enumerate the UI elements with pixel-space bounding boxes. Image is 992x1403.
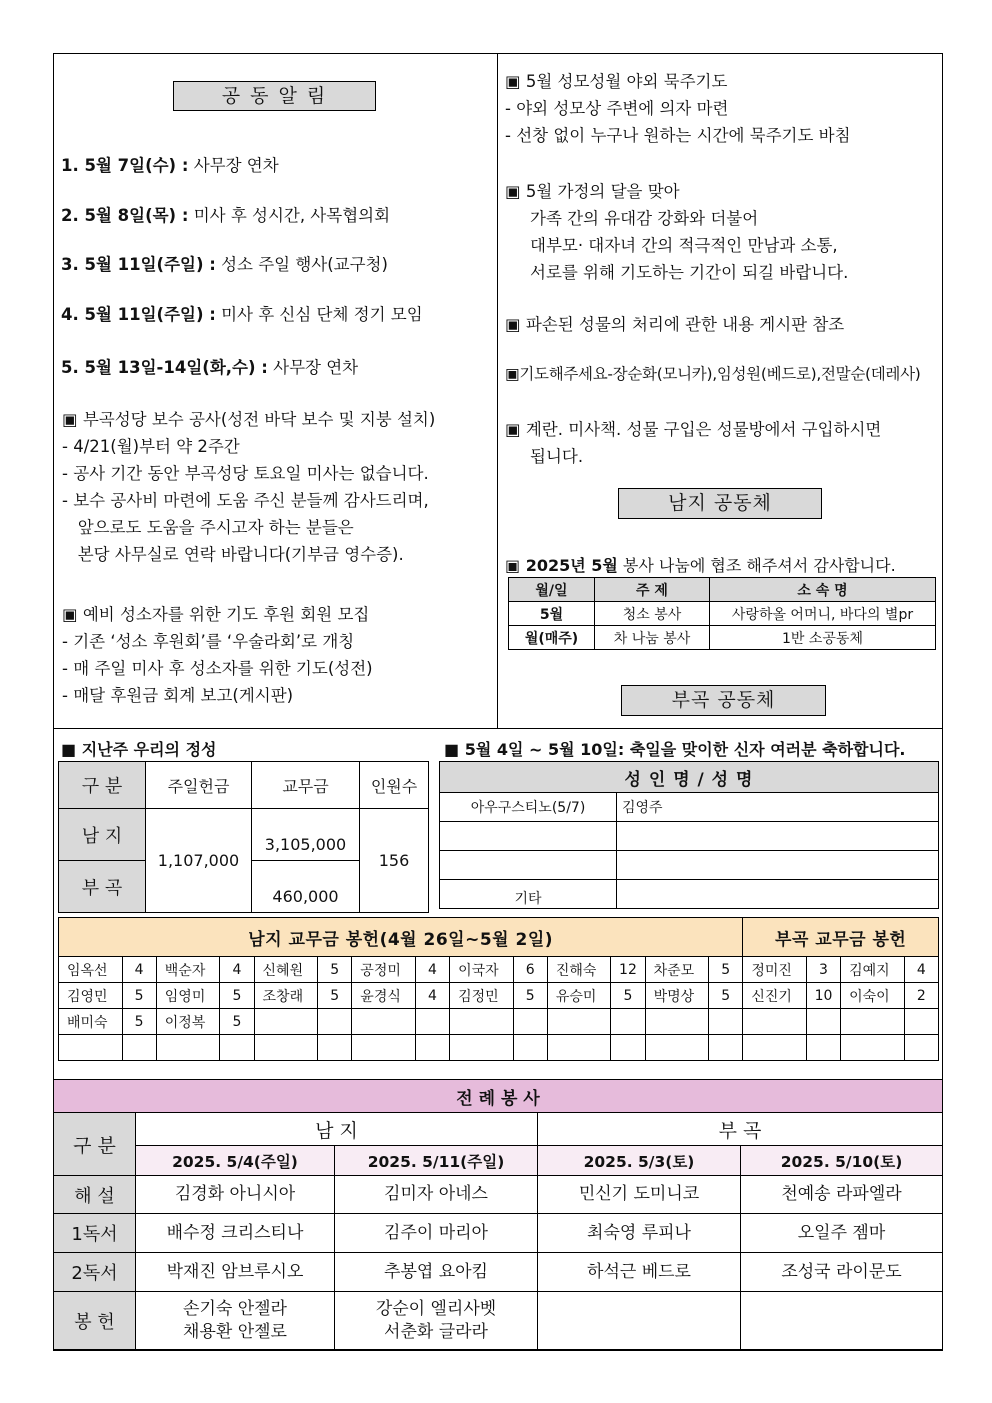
service-cell: 차 나눔 봉사 (595, 626, 710, 650)
notice-text: 성소 주일 행사(교구청) (215, 255, 388, 274)
liturgy-cell (538, 1292, 741, 1350)
donor-name: 박명상 (645, 983, 709, 1009)
donor-amount: 5 (122, 983, 156, 1009)
donor-name: 진해숙 (547, 957, 611, 983)
table-row (54, 1253, 943, 1292)
liturgy-date: 2025. 5/10(토) (741, 1146, 943, 1176)
donor-name (547, 1009, 611, 1035)
notice-text: 미사 후 성시간, 사목협의회 (188, 206, 391, 225)
service-cell: 1반 소공동체 (710, 626, 936, 650)
donor-name: 배미숙 (59, 1009, 123, 1035)
donor-amount: 5 (318, 983, 352, 1009)
donor-amount: 10 (806, 983, 840, 1009)
donor-name: 백순자 (156, 957, 220, 983)
donor-amount: 4 (415, 957, 449, 983)
donor-name: 이숙이 (841, 983, 905, 1009)
notice-date: 3. 5월 11일(주일) : (61, 255, 216, 274)
donor-amount (513, 1009, 547, 1035)
rosary-line: - 선창 없이 누구나 원하는 시간에 묵주기도 바침 (505, 126, 851, 145)
liturgy-role: 해 설 (54, 1176, 136, 1214)
donor-name (450, 1009, 514, 1035)
notice-date: 1. 5월 7일(수) : (61, 156, 189, 175)
liturgy-table (53, 1079, 943, 1350)
donor-name (743, 1009, 807, 1035)
donor-amount (611, 1009, 645, 1035)
donor-amount: 5 (513, 983, 547, 1009)
donor-name: 공정미 (352, 957, 416, 983)
notice-text: 사무장 연차 (267, 358, 359, 377)
donor-amount (904, 1009, 938, 1035)
donor-amount: 5 (122, 1009, 156, 1035)
donor-name: 차준모 (645, 957, 709, 983)
donor-amount (318, 1035, 352, 1061)
notice-text: 미사 후 신심 단체 정기 모임 (215, 305, 423, 324)
section-divider (53, 728, 943, 729)
kyomu-bugok: 460,000 (252, 861, 360, 913)
liturgy-title: 전 례 봉 사 (54, 1080, 943, 1113)
liturgy-cell: 추봉엽 요아킴 (335, 1253, 538, 1292)
donor-amount: 5 (611, 983, 645, 1009)
table-row (440, 822, 939, 851)
liturgy-date: 2025. 5/4(주일) (136, 1146, 335, 1176)
table-row (440, 793, 939, 822)
service-cell: 사랑하올 어머니, 바다의 별pr (710, 602, 936, 626)
shop-line: ▣ 계란. 미사책. 성물 구입은 성물방에서 구입하시면 (505, 420, 882, 439)
offering-header: 구 분 (59, 762, 146, 809)
donor-amount: 5 (318, 957, 352, 983)
donor-amount: 4 (220, 957, 254, 983)
liturgy-cell: 하석근 베드로 (538, 1253, 741, 1292)
family-line: 대부모· 대자녀 간의 적극적인 만남과 소통, (530, 236, 838, 255)
offering-row-label: 부 곡 (59, 861, 146, 913)
prayer-heading: ▣ 예비 성소자를 위한 기도 후원 회원 모집 (62, 605, 370, 624)
offering-header: 교무금 (252, 762, 360, 809)
donor-amount: 12 (611, 957, 645, 983)
liturgy-cell: 김경화 아니시아 (136, 1176, 335, 1214)
liturgy-cell: 조성국 라이문도 (741, 1253, 943, 1292)
liturgy-cell: 최숙영 루피나 (538, 1214, 741, 1253)
donor-name (352, 1035, 416, 1061)
liturgy-bugok-header: 부 곡 (538, 1113, 943, 1146)
donor-name: 조창래 (254, 983, 318, 1009)
nameday-table (439, 761, 939, 909)
donor-name (254, 1009, 318, 1035)
liturgy-cell: 민신기 도미니코 (538, 1176, 741, 1214)
donor-amount: 4 (904, 957, 938, 983)
liturgy-cell: 박재진 암브루시오 (136, 1253, 335, 1292)
donor-name (645, 1009, 709, 1035)
liturgy-date: 2025. 5/3(토) (538, 1146, 741, 1176)
donor-name (352, 1009, 416, 1035)
donor-amount (122, 1035, 156, 1061)
notice-item (61, 301, 423, 325)
rosary-heading: ▣ 5월 성모성월 야외 묵주기도 (505, 72, 728, 91)
donor-amount (709, 1009, 743, 1035)
donor-name (156, 1035, 220, 1061)
liturgy-namji-header: 남 지 (136, 1113, 538, 1146)
donor-name: 이정복 (156, 1009, 220, 1035)
donor-name (841, 1009, 905, 1035)
nameday-saint (440, 851, 617, 880)
thanks-text: 봉사 나눔에 협조 해주셔서 감사합니다. (617, 556, 896, 575)
rosary-line: - 야외 성모상 주변에 의자 마련 (505, 99, 729, 118)
notice-item (61, 202, 390, 226)
donor-name (743, 1035, 807, 1061)
service-cell: 5월 (509, 602, 595, 626)
notice-item (61, 251, 388, 275)
table-row (509, 626, 936, 650)
notice-text: 사무장 연차 (188, 156, 279, 175)
offering-table (58, 761, 429, 913)
shop-line: 됩니다. (530, 447, 584, 466)
nameday-saint (440, 822, 617, 851)
donor-amount (318, 1009, 352, 1035)
offering-row-label: 남 지 (59, 809, 146, 861)
donor-amount (904, 1035, 938, 1061)
table-row (440, 880, 939, 909)
donor-amount (709, 1035, 743, 1061)
offering-header: 주일헌금 (146, 762, 252, 809)
donor-name: 신진기 (743, 983, 807, 1009)
table-row (440, 851, 939, 880)
donor-name (59, 1035, 123, 1061)
service-header: 월/일 (509, 578, 595, 602)
kyomu-namji: 3,105,000 (252, 809, 360, 861)
liturgy-cell: 배수정 크리스티나 (136, 1214, 335, 1253)
table-row (509, 602, 936, 626)
donor-name (645, 1035, 709, 1061)
service-table (508, 577, 936, 650)
donor-name: 이국자 (450, 957, 514, 983)
liturgy-cell: 강순이 엘리사벳 서춘화 글라라 (335, 1292, 538, 1350)
donor-name: 윤경식 (352, 983, 416, 1009)
thanks-date: ▣ 2025년 5월 (505, 556, 618, 575)
namji-community-title: 남지 공동체 (618, 488, 822, 519)
nameday-person (617, 851, 939, 880)
bullet-line: 본당 사무실로 연락 바랍니다(기부금 영수증). (62, 545, 404, 564)
service-header: 소 속 명 (710, 578, 936, 602)
table-row (54, 1292, 943, 1350)
repair-heading: ▣ 부곡성당 보수 공사(성전 바닥 보수 및 지붕 설치) (62, 410, 436, 429)
notices-title: 공 동 알 림 (173, 81, 376, 111)
bugok-community-title: 부곡 공동체 (621, 685, 826, 716)
donor-amount: 4 (122, 957, 156, 983)
donor-amount: 5 (709, 983, 743, 1009)
liturgy-role: 2독서 (54, 1253, 136, 1292)
donor-amount (415, 1009, 449, 1035)
offering-title: ■ 지난주 우리의 정성 (61, 740, 217, 759)
table-row (54, 1176, 943, 1214)
donor-name: 김영민 (59, 983, 123, 1009)
donor-amount (513, 1035, 547, 1061)
relics-notice: ▣ 파손된 성물의 처리에 관한 내용 게시판 참조 (505, 315, 845, 334)
liturgy-cell: 오일주 젬마 (741, 1214, 943, 1253)
liturgy-cell: 천예송 라파엘라 (741, 1176, 943, 1214)
donor-name: 김정민 (450, 983, 514, 1009)
nameday-person (617, 822, 939, 851)
family-heading: ▣ 5월 가정의 달을 맞아 (505, 182, 680, 201)
nameday-person: 김영주 (617, 793, 939, 822)
donor-amount (611, 1035, 645, 1061)
family-line: 서로를 위해 기도하는 기간이 되길 바랍니다. (530, 263, 849, 282)
liturgy-cell (741, 1292, 943, 1350)
namji-donation-title: 남지 교무금 봉헌(4월 26일~5월 2일) (59, 918, 743, 957)
donor-amount: 5 (220, 983, 254, 1009)
nameday-header: 성 인 명 / 성 명 (440, 762, 939, 793)
bullet-line: - 매 주일 미사 후 성소자를 위한 기도(성전) (62, 659, 373, 678)
donor-amount: 5 (709, 957, 743, 983)
thanks-line (505, 553, 896, 576)
donor-name (547, 1035, 611, 1061)
notice-date: 4. 5월 11일(주일) : (61, 305, 216, 324)
nameday-saint: 아우구스티노(5/7) (440, 793, 617, 822)
notice-item (61, 152, 279, 176)
bullet-line: - 기존 ‘성소 후원회’를 ‘우술라회’로 개칭 (62, 632, 355, 651)
donor-name: 유승미 (547, 983, 611, 1009)
notice-date: 2. 5월 8일(목) : (61, 206, 189, 225)
donor-amount: 5 (220, 1009, 254, 1035)
donor-name: 김예지 (841, 957, 905, 983)
donor-name: 임영미 (156, 983, 220, 1009)
column-divider (497, 53, 498, 729)
liturgy-role: 1독서 (54, 1214, 136, 1253)
service-cell: 청소 봉사 (595, 602, 710, 626)
bullet-line: - 공사 기간 동안 부곡성당 토요일 미사는 없습니다. (62, 464, 429, 483)
notice-item (61, 354, 358, 378)
liturgy-role: 봉 헌 (54, 1292, 136, 1350)
family-line: 가족 간의 유대감 강화와 더불어 (530, 209, 759, 228)
donor-amount: 6 (513, 957, 547, 983)
offering-header: 인원수 (360, 762, 429, 809)
table-row (54, 1214, 943, 1253)
bullet-line: 앞으로도 도움을 주시고자 하는 분들은 (62, 518, 354, 537)
donation-table (58, 917, 939, 1061)
donor-name: 정미진 (743, 957, 807, 983)
donor-name: 임옥선 (59, 957, 123, 983)
prayer-request: ▣기도해주세요-장순화(모니카),임성원(베드로),전말순(데레사) (505, 365, 921, 383)
liturgy-gubun: 구 분 (54, 1113, 136, 1176)
donor-name (254, 1035, 318, 1061)
liturgy-cell: 김미자 아네스 (335, 1176, 538, 1214)
bullet-line: - 4/21(월)부터 약 2주간 (62, 437, 240, 456)
donor-amount: 3 (806, 957, 840, 983)
donor-amount (415, 1035, 449, 1061)
nameday-person (617, 880, 939, 909)
nameday-saint: 기타 (440, 880, 617, 909)
donor-name (450, 1035, 514, 1061)
notice-date: 5. 5월 13일-14일(화,수) : (61, 358, 268, 377)
nameday-title: ■ 5월 4일 ~ 5월 10일: 축일을 맞이한 신자 여러분 축하합니다. (444, 740, 906, 759)
donor-amount: 2 (904, 983, 938, 1009)
donor-amount (806, 1035, 840, 1061)
service-header: 주 제 (595, 578, 710, 602)
table-row (59, 1035, 939, 1061)
attendance-count: 156 (360, 809, 429, 913)
table-row (59, 1009, 939, 1035)
bullet-line: - 매달 후원금 회계 보고(게시판) (62, 686, 294, 705)
liturgy-cell: 김주이 마리아 (335, 1214, 538, 1253)
bugok-donation-title: 부곡 교무금 봉헌 (743, 918, 939, 957)
table-row (59, 957, 939, 983)
sunday-offering-total: 1,107,000 (146, 809, 252, 913)
bullet-line: - 보수 공사비 마련에 도움 주신 분들께 감사드리며, (62, 491, 429, 510)
donor-amount (806, 1009, 840, 1035)
donor-name: 신혜원 (254, 957, 318, 983)
liturgy-date: 2025. 5/11(주일) (335, 1146, 538, 1176)
donor-amount: 4 (415, 983, 449, 1009)
service-cell: 월(매주) (509, 626, 595, 650)
donor-name (841, 1035, 905, 1061)
liturgy-cell: 손기숙 안젤라 채용환 안젤로 (136, 1292, 335, 1350)
table-row (59, 983, 939, 1009)
donor-amount (220, 1035, 254, 1061)
